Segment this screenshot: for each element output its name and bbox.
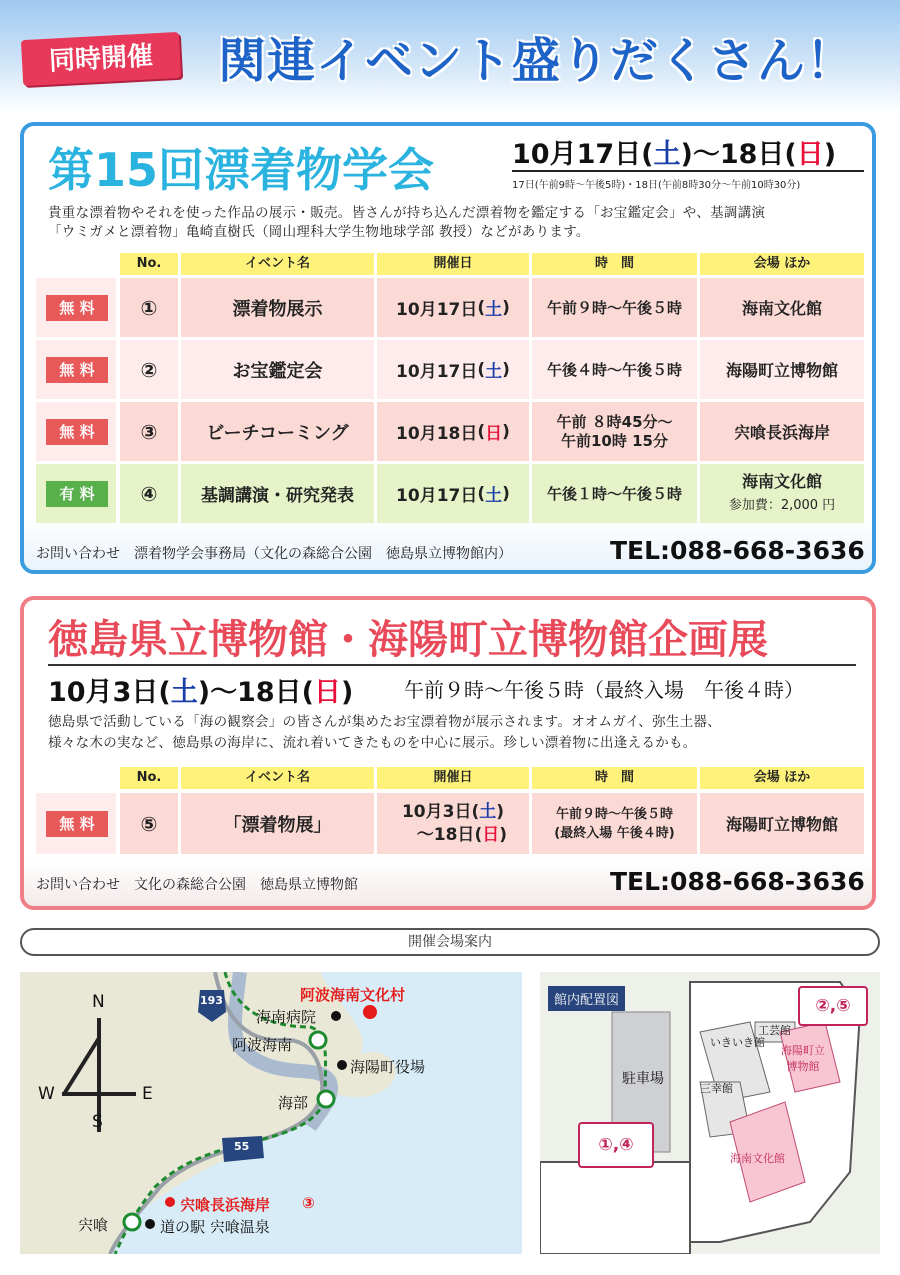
compass-n: N [92,992,105,1012]
fee-badge: 無 料 [46,811,108,837]
col-header-event-name: イベント名 [181,253,374,275]
compass-s: S [92,1112,103,1132]
row-venue: 宍喰長浜海岸 [700,402,864,461]
row-event-name: 漂着物展示 [181,278,374,337]
awakainan-station-marker [310,1032,326,1048]
route-193-label: 193 [200,994,223,1007]
col-header-no: No. [120,767,178,789]
event1-date: 10月17日(土)〜18日(日) [512,139,837,170]
row-event-name: お宝鑑定会 [181,340,374,399]
compass-w: W [38,1084,55,1104]
plan-museum: 海陽町立博物館 [781,1044,825,1073]
simultaneous-badge: 同時開催 [21,32,181,86]
event1-description-2: 「ウミガメと漂着物」亀崎直樹氏（岡山理科大学生物地球学部 教授）などがあります。 [48,224,590,240]
compass-e: E [142,1084,153,1104]
row-time: 午前９時〜午後５時 [532,278,697,337]
place-awakainan: 阿波海南 [232,1036,293,1054]
col-header-date: 開催日 [377,767,529,789]
row-number: ① [120,278,178,337]
site-plan [540,972,880,1254]
event1-date-detail: 17日(午前9時〜午後5時)・18日(午前8時30分〜午前10時30分) [512,180,801,191]
plan-kogei: 工芸館 [758,1024,791,1037]
event2-date: 10月3日(土)〜18日(日) [48,677,354,708]
event1-tel: TEL:088-668-3636 [610,536,865,565]
row-number: ④ [120,464,178,523]
row-date: 10月17日 ( 土 ) [377,340,529,399]
row-number: ② [120,340,178,399]
col-header-time: 時 間 [532,253,697,275]
fee-badge: 無 料 [46,357,108,383]
plan-ikiiki: いきいき館 [710,1036,765,1049]
row-time: 午後１時〜午後５時 [532,464,697,523]
area-map [20,972,522,1254]
event2-hours: 午前９時〜午後５時（最終入場 午後４時） [404,678,804,702]
place-kaifu: 海部 [278,1094,309,1112]
event2-description-2: 様々な木の実など、徳島県の海岸に、流れ着いてきたものを中心に展示。珍しい漂着物に出逢えるかも。 [48,735,697,751]
row-event-name: ビーチコーミング [181,402,374,461]
townhall-marker [337,1060,347,1070]
plan-sankou: 三幸館 [700,1082,733,1095]
callout-2-5: ②,⑤ [798,986,868,1026]
event2-title: 徳島県立博物館・海陽町立博物館企画展 [48,617,768,663]
page-headline: 関連イベント盛りだくさん！ [218,33,856,89]
plan-parking: 駐車場 [622,1071,664,1087]
place-bunkamura: 阿波海南文化村 [300,986,406,1004]
row-number: ⑤ [120,793,178,854]
place-hospital: 海南病院 [256,1008,317,1026]
row-time: 午後４時〜午後５時 [532,340,697,399]
row-venue: 海南文化館 [700,278,864,337]
col-header-event-name: イベント名 [181,767,374,789]
col-header-no: No. [120,253,178,275]
place-beach: 宍喰長浜海岸 [180,1196,271,1214]
row-date: 10月17日 ( 土 ) [377,278,529,337]
fee-badge: 有 料 [46,481,108,507]
callout-1-4: ①,④ [578,1122,654,1168]
col-header-date: 開催日 [377,253,529,275]
route-55-label: 55 [234,1140,250,1153]
site-road [540,1162,690,1254]
row-time: 午前 ８時45分〜 午前10時 15分 [532,402,697,461]
row-number: ③ [120,402,178,461]
event2-tel: TEL:088-668-3636 [610,867,865,896]
row-date: 10月17日 ( 土 ) [377,464,529,523]
place-michinoeki: 道の駅 宍喰温泉 [160,1218,270,1236]
row-event-name: 「漂着物展」 [181,793,374,854]
col-header-venue: 会場 ほか [700,253,864,275]
event2-inquiry: お問い合わせ 文化の森総合公園 徳島県立博物館 [36,877,358,893]
place-beach-number: ③ [302,1194,315,1212]
kaifu-station-marker [318,1091,334,1107]
hospital-marker [331,1011,341,1021]
place-townhall: 海陽町役場 [350,1058,426,1076]
row-event-name: 基調講演・研究発表 [181,464,374,523]
bunkamura-marker [363,1005,377,1019]
place-shishikui: 宍喰 [78,1216,109,1234]
event1-title: 第15回漂着物学会 [48,143,435,197]
venue-guide-heading: 開催会場案内 [20,928,880,956]
plan-bunkakan: 海南文化館 [730,1152,785,1165]
col-header-venue: 会場 ほか [700,767,864,789]
col-header-time: 時 間 [532,767,697,789]
beach-marker [165,1197,175,1207]
event2-description-1: 徳島県で活動している「海の観察会」の皆さんが集めたお宝漂着物が展示されます。オオムガイ、弥生土器、 [48,714,722,730]
event1-inquiry: お問い合わせ 漂着物学会事務局（文化の森総合公園 徳島県立博物館内） [36,546,512,562]
fee-badge: 無 料 [46,419,108,445]
plan-title: 館内配置図 [548,986,625,1011]
shishikui-station-marker [124,1214,140,1230]
event2-title-rule [48,664,856,666]
row-date: 10月3日(土) 〜18日(日) [377,793,529,854]
event1-description-1: 貴重な漂着物やそれを使った作品の展示・販売。皆さんが持ち込んだ漂着物を鑑定する「お宝鑑定会」や、基調講演 [48,205,766,221]
event1-date-rule [512,170,864,172]
row-venue: 海陽町立博物館 [700,340,864,399]
row-venue: 海南文化館 参加費：2,000 円 [700,464,864,523]
michinoeki-marker [145,1219,155,1229]
row-venue: 海陽町立博物館 [700,793,864,854]
row-time: 午前９時〜午後５時 (最終入場 午後４時) [532,793,697,854]
row-date: 10月18日 ( 日 ) [377,402,529,461]
fee-badge: 無 料 [46,295,108,321]
